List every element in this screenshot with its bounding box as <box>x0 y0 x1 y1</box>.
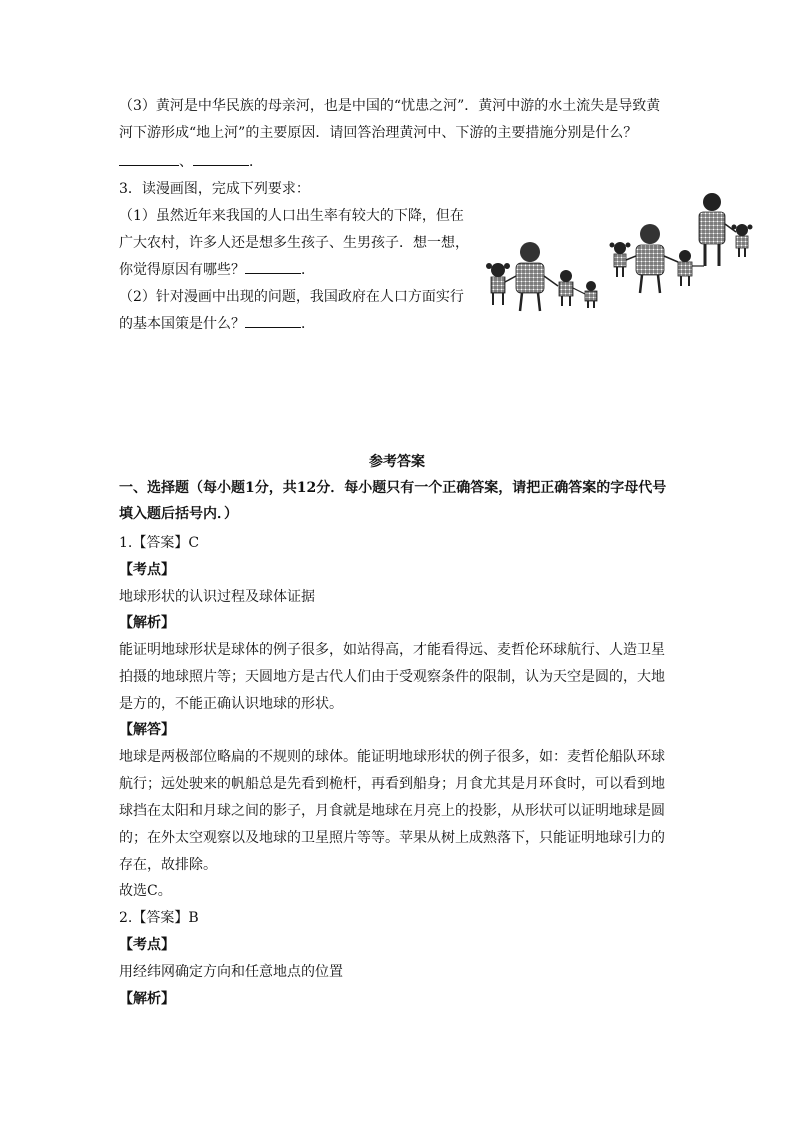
kaodian-text-2: 用经纬网确定方向和任意地点的位置 <box>119 964 343 980</box>
line-end-mark: ． <box>301 316 315 332</box>
question-3-heading: 3．读漫画图，完成下列要求： <box>119 181 310 197</box>
kaodian-label-1: 【考点】 <box>119 562 175 578</box>
answer-2: 2.【答案】B <box>119 910 199 926</box>
jieda-line-4: 的；在外太空观察以及地球的卫星照片等等。苹果从树上成熟落下，只能证明地球引力的 <box>119 830 665 846</box>
answer-blank-2[interactable] <box>193 153 249 166</box>
line-end-mark: ． <box>249 154 263 170</box>
q3-p1-line1: （1）虽然近年来我国的人口出生率有较大的下降，但在 <box>119 208 464 224</box>
line-end-mark: ． <box>301 262 315 278</box>
section-heading-line2: 填入题后括号内．） <box>119 506 238 522</box>
q3-p2-line1: （2）针对漫画中出现的问题，我国政府在人口方面实行 <box>119 289 464 305</box>
jiexi-line-3: 是方的，不能正确认识地球的形状。 <box>119 696 343 712</box>
jieda-line-3: 球挡在太阳和月球之间的影子，月食就是地球在月亮上的投影，从形状可以证明地球是圆 <box>119 803 665 819</box>
jiexi-label-2: 【解析】 <box>119 991 175 1007</box>
conclusion-1: 故选C。 <box>119 883 172 899</box>
q3-p1-line2: 广大农村，许多人还是想多生孩子、生男孩子．想一想， <box>119 235 469 251</box>
answers-title: 参考答案 <box>369 454 425 470</box>
q3-part3-line2: 河下游形成“地上河”的主要原因．请回答治理黄河中、下游的主要措施分别是什么？ <box>119 125 638 141</box>
q3-p1-line3 <box>119 261 315 279</box>
answer-blank-4[interactable] <box>245 315 301 328</box>
kaodian-text-1: 地球形状的认识过程及球体证据 <box>119 589 315 605</box>
jiexi-label-1: 【解析】 <box>119 615 175 631</box>
answer-1: 1.【答案】C <box>119 535 200 551</box>
answer-blank-3[interactable] <box>245 261 301 274</box>
jieda-line-1: 地球是两极部位略扁的不规则的球体。能证明地球形状的例子很多，如：麦哲伦船队环球 <box>119 749 665 765</box>
section-heading-line1: 一、选择题（每小题1分，共12分．每小题只有一个正确答案，请把正确答案的字母代号 <box>119 480 667 496</box>
jieda-line-5: 存在，故排除。 <box>119 857 217 873</box>
q3-p2-line2-text: 的基本国策是什么？ <box>119 316 245 332</box>
jieda-line-2: 航行；远处驶来的帆船总是先看到桅杆，再看到船身；月食尤其是月环食时，可以看到地 <box>119 776 665 792</box>
jieda-label-1: 【解答】 <box>119 722 175 738</box>
jiexi-line-1: 能证明地球形状是球体的例子很多，如站得高，才能看得远、麦哲伦环球航行、人造卫星 <box>119 642 665 658</box>
blank-separator: 、 <box>179 154 193 170</box>
q3-p2-line2 <box>119 315 315 333</box>
q3-part3-answer-line <box>119 153 263 171</box>
right-family-group <box>610 193 753 293</box>
jiexi-line-2: 拍摄的地球照片等；天圆地方是古代人们由于受观察条件的限制，认为天空是圆的，大地 <box>119 669 665 685</box>
answer-blank-1[interactable] <box>119 153 179 166</box>
q3-p1-line3-text: 你觉得原因有哪些？ <box>119 262 245 278</box>
left-family-group <box>486 242 597 311</box>
q3-part3-line1: （3）黄河是中华民族的母亲河，也是中国的“忧患之河”．黄河中游的水土流失是导致黄 <box>119 98 661 114</box>
kaodian-label-2: 【考点】 <box>119 937 175 953</box>
family-cartoon-image <box>478 190 778 320</box>
